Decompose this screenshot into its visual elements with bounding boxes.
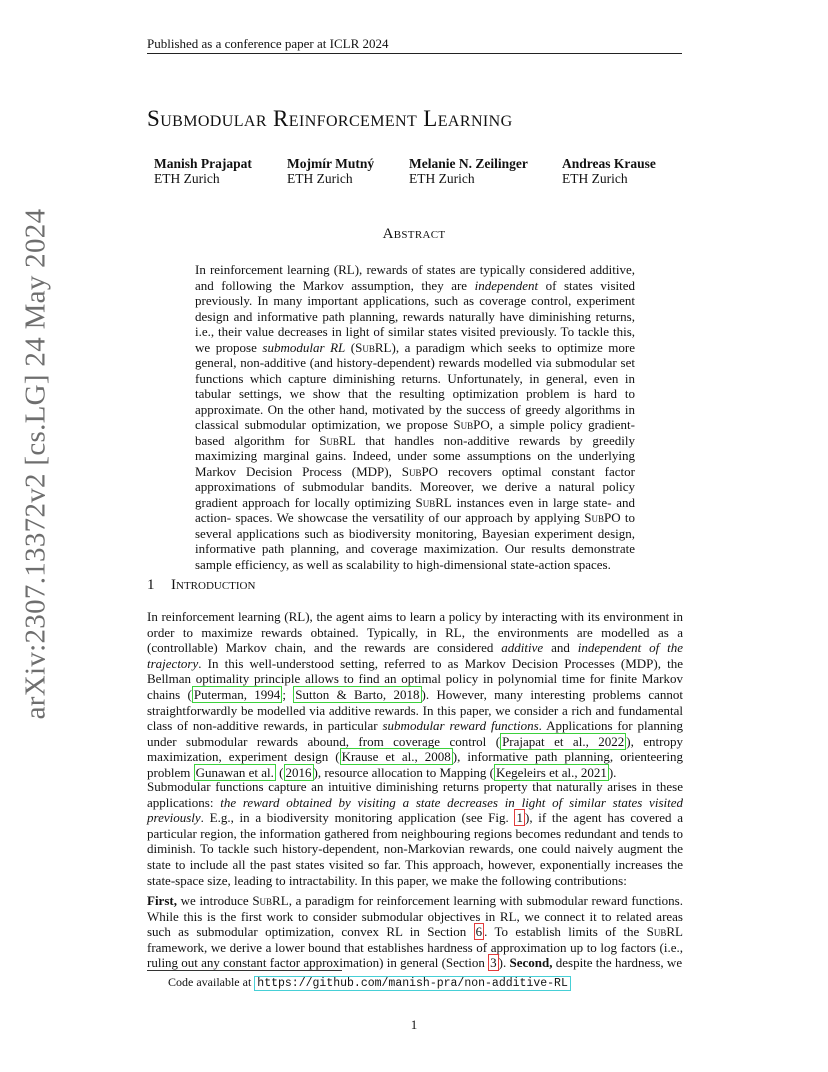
body-text-run: ). bbox=[608, 764, 617, 780]
body-text-run: ), entropy maximization, experiment design ( bbox=[147, 733, 683, 765]
figure-ref-link[interactable]: 1 bbox=[516, 810, 523, 826]
abstract-text-run: of states visited previously. In many important applications, such as coverage control, experiment design and informative path planning, rewards naturally have diminishing returns, i.e., their value decreases in light of similar states visited previously. To tackle this, we propose bbox=[195, 277, 635, 355]
body-text-run: , a paradigm for reinforcement learning with submodular reward functions. While this is the first work to consider submodular objectives in RL, we connect it to related areas such as submodular optimization, convex RL in Section bbox=[147, 893, 683, 940]
author-affiliation: ETH Zurich bbox=[154, 171, 220, 186]
section-ref-link[interactable]: 6 bbox=[475, 924, 483, 940]
body-emphasis: the reward obtained by visiting a state decreases in light of similar states visited previously bbox=[147, 794, 683, 826]
body-text-run: framework, we derive a lower bound that establishes hardness of approximation up to log factors (i.e., ruling out any constant factor approximation) in general (Section bbox=[147, 939, 683, 971]
abstract-text-run: ( bbox=[345, 339, 356, 355]
citation-link[interactable]: Kegeleirs et al., 2021 bbox=[496, 764, 607, 780]
section-heading bbox=[147, 577, 255, 594]
author-name: Manish Prajapat bbox=[154, 156, 252, 171]
citation-link[interactable]: 2016 bbox=[285, 764, 312, 780]
author-name: Andreas Krause bbox=[562, 156, 656, 171]
intro-paragraph-2 bbox=[147, 779, 683, 888]
body-text-run: ( bbox=[275, 764, 284, 780]
body-strong: First, bbox=[147, 893, 177, 908]
author-affiliation: ETH Zurich bbox=[287, 171, 353, 186]
body-text-run: despite the hardness, we bbox=[552, 955, 683, 971]
code-url-link[interactable]: https://github.com/manish-pra/non-additive-RL bbox=[254, 976, 571, 991]
body-emphasis: submodular reward functions bbox=[382, 718, 539, 734]
body-emphasis: independent of the trajectory bbox=[147, 640, 683, 671]
page-number: 1 bbox=[410, 1017, 418, 1032]
abstract-text-run: instances even in large state- and action- spaces. We showcase the versatility of our approach by applying bbox=[195, 494, 635, 525]
body-text-run: ), if the agent has covered a particular region, the information gathered from neighbouring regions becomes redundant and tends to diminish. To tackle such history-dependent, non-Markovian rewards, one could naively augment the state to include all the past states visited so far. This approach, however, exponentially increases the state-space size, leading to intractability. In this paper, we make the following contributions: bbox=[147, 810, 683, 888]
body-text-run: . Applications for planning under submodular rewards abound, from coverage control ( bbox=[147, 718, 683, 749]
footnote-text: Code available at bbox=[168, 975, 255, 989]
method-name: SubRL bbox=[355, 339, 392, 355]
body-text-run: . In this well-understood setting, referred to as Markov Decision Processes (MDP), the Bellman optimality principle allows to find an optimal policy in polynomial time for finite Markov chains ( bbox=[147, 655, 683, 702]
abstract-text-run: ), a paradigm which seeks to optimize more general, non-additive (and history-dependent) rewards modelled via submodular set functions which capture diminishing returns. Unfortunately, in general, even in tabular settings, we show that the resulting optimization problem is hard to approximate. On the other hand, motivated by the success of greedy algorithms in classical submodular optimization, we propose bbox=[195, 339, 635, 432]
body-text-run: . To establish limits of the bbox=[484, 924, 647, 940]
abstract-emphasis: independent bbox=[474, 277, 539, 293]
body-text-run: ), resource allocation to Mapping ( bbox=[313, 764, 495, 780]
method-name: SubRL bbox=[646, 924, 683, 940]
abstract-text-run: In reinforcement learning (RL), rewards of states are typically considered additive, and following the Markov assumption, they are bbox=[195, 262, 635, 293]
abstract-text-run: recovers optimal constant factor approximations of submodular bandits. Moreover, we derive a natural policy gradient approach for locally optimizing bbox=[195, 463, 635, 510]
body-text-run: ). bbox=[498, 955, 510, 971]
author-3 bbox=[409, 156, 528, 186]
running-header: Published as a conference paper at ICLR 2024 bbox=[147, 36, 389, 51]
body-text-run: ; bbox=[282, 686, 294, 702]
method-name: SubPO bbox=[453, 417, 490, 432]
arxiv-stamp: arXiv:2307.13372v2 [cs.LG] 24 May 2024 bbox=[19, 208, 52, 720]
author-name: Mojmír Mutný bbox=[287, 156, 375, 171]
body-text-run: ). However, many interesting problems cannot straightforwardly be modelled via additive rewards. In this paper, we consider a rich and fundamental class of non-additive rewards, in particular bbox=[147, 686, 683, 734]
author-1 bbox=[154, 156, 252, 186]
author-4 bbox=[562, 156, 656, 186]
citation-link[interactable]: Sutton & Barto, 2018 bbox=[295, 686, 420, 702]
abstract-heading: Abstract bbox=[382, 226, 446, 242]
section-title: Introduction bbox=[171, 577, 256, 593]
body-text-run: we introduce bbox=[176, 893, 253, 908]
footnote bbox=[168, 975, 571, 990]
author-2 bbox=[287, 156, 374, 186]
body-text-run: Submodular functions capture an intuitive diminishing returns property that naturally arises in these applications: bbox=[147, 779, 683, 810]
paper-title: Submodular Reinforcement Learning bbox=[147, 106, 513, 131]
citation-link[interactable]: Puterman, 1994 bbox=[193, 686, 281, 702]
method-name: SubPO bbox=[401, 463, 439, 479]
section-number: 1 bbox=[147, 577, 155, 593]
citation-link[interactable]: Gunawan et al. bbox=[195, 764, 274, 780]
abstract-text-run: to several applications such as biodiversity monitoring, Bayesian experiment design, informative path planning, and coverage maximization. Our results demonstrate sample efficiency, as well as scalability to high-dimensional state-action spaces. bbox=[195, 510, 635, 572]
body-text-run: In reinforcement learning (RL), the agent aims to learn a policy by interacting with its environment in order to maximize rewards obtained. Typically, in RL, the environments are modelled as a (controllable) Markov chain, and the rewards are considered bbox=[147, 609, 683, 656]
abstract-text-run: , a simple policy gradient-based algorithm for bbox=[195, 417, 635, 448]
method-name: SubRL bbox=[415, 494, 452, 510]
abstract-emphasis: submodular RL bbox=[262, 339, 346, 355]
method-name: SubRL bbox=[319, 432, 356, 448]
header-rule bbox=[147, 53, 682, 54]
body-text-run: ), informative path planning, orienteering problem bbox=[147, 749, 683, 780]
body-emphasis: additive bbox=[501, 640, 544, 656]
method-name: SubRL bbox=[252, 893, 289, 908]
section-ref-link[interactable]: 3 bbox=[490, 955, 497, 971]
body-text-run: . E.g., in a biodiversity monitoring application (see Fig. bbox=[200, 810, 515, 826]
author-affiliation: ETH Zurich bbox=[562, 171, 628, 186]
citation-link[interactable]: Prajapat et al., 2022 bbox=[502, 733, 625, 749]
author-name: Melanie N. Zeilinger bbox=[409, 156, 528, 171]
method-name: SubPO bbox=[584, 510, 621, 525]
body-strong: Second, bbox=[509, 955, 553, 971]
footnote-rule bbox=[147, 970, 342, 971]
abstract-text bbox=[195, 262, 635, 572]
body-text-run: and bbox=[543, 640, 578, 656]
author-affiliation: ETH Zurich bbox=[409, 171, 475, 186]
abstract-text-run: that handles non-additive rewards by greedily maximizing marginal gains. Indeed, under some assumptions on the underlying Markov Decision Process (MDP), bbox=[195, 432, 635, 479]
citation-link[interactable]: Krause et al., 2008 bbox=[341, 749, 451, 765]
intro-paragraph-3 bbox=[147, 893, 683, 971]
intro-paragraph-1 bbox=[147, 609, 683, 781]
